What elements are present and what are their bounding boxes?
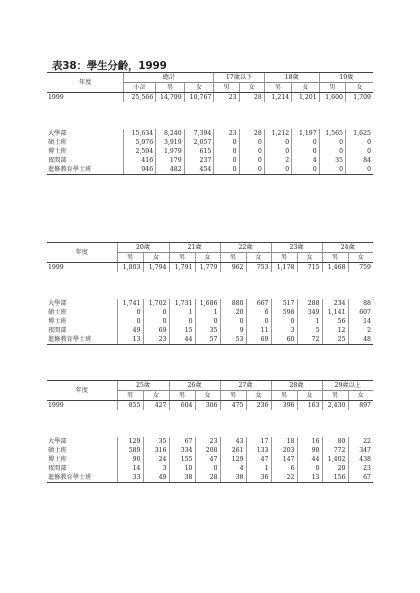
table-cell: 1,794 xyxy=(143,263,169,273)
table-cell: 416 xyxy=(124,156,156,165)
row-label: 1999 xyxy=(48,264,64,271)
table-cell: 3 xyxy=(143,464,169,473)
row-label: 大學部 xyxy=(48,130,67,137)
table-row xyxy=(47,455,373,464)
sub-header: 小計 xyxy=(124,83,156,93)
table-cell: 0 xyxy=(246,317,271,326)
table-cell: 0 xyxy=(319,138,345,147)
table-cell: 236 xyxy=(246,401,271,411)
table-cell: 753 xyxy=(246,263,271,273)
table-cell: 0 xyxy=(117,308,143,317)
table-cell: 0 xyxy=(239,165,264,175)
table-cell: 1,625 xyxy=(346,129,374,138)
sub-header: 女 xyxy=(348,253,373,263)
table-cell: 0 xyxy=(143,308,169,317)
table-row xyxy=(47,446,373,455)
table-cell: 234 xyxy=(322,299,348,308)
table-cell: 261 xyxy=(220,446,246,455)
table-cell: 23 xyxy=(195,437,220,446)
table-body xyxy=(47,93,373,175)
sub-header: 女 xyxy=(297,391,322,401)
table-body xyxy=(47,263,373,345)
row-label: 碩士班 xyxy=(48,309,67,316)
table-cell: 0 xyxy=(264,138,291,147)
sub-header: 男 xyxy=(319,83,345,93)
table-cell: 1,731 xyxy=(169,299,195,308)
table-cell: 1,214 xyxy=(264,93,291,103)
sub-header: 女 xyxy=(143,391,169,401)
table-cell: 0 xyxy=(297,464,322,473)
sub-header: 男 xyxy=(214,83,239,93)
row-label: 進修教育學士班 xyxy=(47,165,124,175)
age-table-25-plus xyxy=(47,380,373,483)
row-label: 博士班 xyxy=(48,456,67,463)
table-cell: 15 xyxy=(169,326,195,335)
table-cell: 2 xyxy=(264,156,291,165)
table-cell: 8,240 xyxy=(156,129,185,138)
table-cell: 897 xyxy=(348,401,373,411)
table-cell: 155 xyxy=(169,455,195,464)
table-row xyxy=(47,156,373,165)
table-cell: 1,178 xyxy=(271,263,297,273)
table-cell: 0 xyxy=(271,317,297,326)
table-cell: 4 xyxy=(220,464,246,473)
row-label: 碩士班 xyxy=(48,447,67,454)
row-label: 博士班 xyxy=(48,318,67,325)
table-cell: 1,779 xyxy=(195,263,220,273)
sub-header: 女 xyxy=(195,391,220,401)
table-cell: 49 xyxy=(143,473,169,483)
sub-header: 女 xyxy=(195,253,220,263)
sub-header: 男 xyxy=(322,391,348,401)
sub-header: 男 xyxy=(220,391,246,401)
row-gap xyxy=(47,272,373,299)
table-cell: 3 xyxy=(271,326,297,335)
row-label: 夜間部 xyxy=(48,327,67,334)
table-cell: 855 xyxy=(117,401,143,411)
table-cell: 14 xyxy=(117,464,143,473)
table-row xyxy=(47,147,373,156)
table-cell: 0 xyxy=(292,165,319,175)
sub-header: 女 xyxy=(184,83,214,93)
row-label: 博士班 xyxy=(48,148,67,155)
table-cell: 237 xyxy=(184,156,214,165)
table-cell: 80 xyxy=(322,437,348,446)
table-cell: 133 xyxy=(246,446,271,455)
table-cell: 598 xyxy=(271,308,297,317)
table-cell: 306 xyxy=(195,401,220,411)
table-cell: 129 xyxy=(220,455,246,464)
table-cell: 0 xyxy=(195,317,220,326)
table-cell: 156 xyxy=(322,473,348,483)
table-cell: 24 xyxy=(143,455,169,464)
table-cell: 2,430 xyxy=(322,401,348,411)
table-row xyxy=(47,437,373,446)
row-label: 進修教育學士班 xyxy=(47,335,117,345)
table-cell: 1,686 xyxy=(195,299,220,308)
table-cell: 18 xyxy=(271,437,297,446)
group-header: 28歲 xyxy=(271,381,322,391)
table-cell: 1,468 xyxy=(322,263,348,273)
table-cell: 10,767 xyxy=(184,93,214,103)
group-header: 22歲 xyxy=(220,243,271,253)
table-cell: 28 xyxy=(195,473,220,483)
table-cell: 53 xyxy=(220,335,246,345)
group-header: 27歲 xyxy=(220,381,271,391)
table-cell: 0 xyxy=(117,317,143,326)
table-cell: 946 xyxy=(124,165,156,175)
table-cell: 43 xyxy=(220,437,246,446)
sub-header: 女 xyxy=(346,83,374,93)
table-cell: 288 xyxy=(297,299,322,308)
table-cell: 90 xyxy=(117,455,143,464)
table-body xyxy=(47,401,373,483)
table-cell: 60 xyxy=(271,335,297,345)
table-cell: 772 xyxy=(322,446,348,455)
table-cell: 438 xyxy=(348,455,373,464)
table-cell: 1 xyxy=(246,464,271,473)
row-label: 大學部 xyxy=(48,438,67,445)
table-cell: 36 xyxy=(246,473,271,483)
table-cell: 349 xyxy=(297,308,322,317)
table-cell: 1,402 xyxy=(322,455,348,464)
table-cell: 14 xyxy=(348,317,373,326)
table-cell: 163 xyxy=(297,401,322,411)
table-cell: 1 xyxy=(297,317,322,326)
sub-header: 女 xyxy=(246,391,271,401)
group-header: 23歲 xyxy=(271,243,322,253)
year-header: 年度 xyxy=(47,243,117,263)
table-row xyxy=(47,299,373,308)
table-row xyxy=(47,335,373,345)
table-row xyxy=(47,263,373,273)
sub-header: 男 xyxy=(156,83,185,93)
row-gap xyxy=(47,102,373,129)
table-cell: 1,197 xyxy=(292,129,319,138)
sub-header: 女 xyxy=(239,83,264,93)
group-header: 25歲 xyxy=(117,381,169,391)
table-row xyxy=(47,138,373,147)
table-cell: 427 xyxy=(143,401,169,411)
table-cell: 129 xyxy=(117,437,143,446)
table-cell: 0 xyxy=(169,317,195,326)
table-cell: 1,212 xyxy=(264,129,291,138)
group-header: 19歲 xyxy=(319,73,373,83)
table-cell: 1,702 xyxy=(143,299,169,308)
table-cell: 1,979 xyxy=(156,147,185,156)
sub-header: 男 xyxy=(322,253,348,263)
table-cell: 5,976 xyxy=(124,138,156,147)
page-title: 表38：學生分齡，1999 xyxy=(52,60,167,72)
table-row xyxy=(47,401,373,411)
table-cell: 715 xyxy=(297,263,322,273)
table-cell: 23 xyxy=(214,129,239,138)
table-cell: 759 xyxy=(348,263,373,273)
table-cell: 23 xyxy=(348,464,373,473)
row-label: 1999 xyxy=(48,94,64,101)
sub-header: 女 xyxy=(143,253,169,263)
table-cell: 35 xyxy=(143,437,169,446)
sub-header: 女 xyxy=(292,83,319,93)
table-cell: 1 xyxy=(169,308,195,317)
table-cell: 9 xyxy=(220,326,246,335)
table-cell: 880 xyxy=(220,299,246,308)
table-cell: 3,919 xyxy=(156,138,185,147)
table-cell: 84 xyxy=(346,156,374,165)
group-header: 17歲以下 xyxy=(214,73,264,83)
table-cell: 22 xyxy=(271,473,297,483)
table-cell: 48 xyxy=(348,335,373,345)
table-cell: 0 xyxy=(264,147,291,156)
table-cell: 4 xyxy=(292,156,319,165)
row-label: 夜間部 xyxy=(48,157,67,164)
table-row xyxy=(47,308,373,317)
table-cell: 203 xyxy=(271,446,297,455)
table-cell: 454 xyxy=(184,165,214,175)
table-cell: 33 xyxy=(117,473,143,483)
table-cell: 17 xyxy=(246,437,271,446)
table-cell: 20 xyxy=(220,308,246,317)
table-cell: 69 xyxy=(246,335,271,345)
table-cell: 5 xyxy=(297,326,322,335)
table-cell: 604 xyxy=(169,401,195,411)
table-cell: 0 xyxy=(214,165,239,175)
sub-header: 男 xyxy=(271,391,297,401)
age-table-total-to-19 xyxy=(47,72,373,175)
table-cell: 57 xyxy=(195,335,220,345)
table-cell: 12 xyxy=(322,326,348,335)
table-row xyxy=(47,165,373,175)
table-row xyxy=(47,464,373,473)
table-cell: 316 xyxy=(143,446,169,455)
table-cell: 1,791 xyxy=(169,263,195,273)
table-cell: 0 xyxy=(346,165,374,175)
table-cell: 56 xyxy=(322,317,348,326)
sub-header: 男 xyxy=(117,391,143,401)
table-cell: 1 xyxy=(195,308,220,317)
table-cell: 90 xyxy=(297,446,322,455)
table-cell: 962 xyxy=(220,263,246,273)
table-cell: 23 xyxy=(143,335,169,345)
table-row xyxy=(47,317,373,326)
table-cell: 72 xyxy=(297,335,322,345)
sub-header: 男 xyxy=(169,253,195,263)
group-header: 21歲 xyxy=(169,243,220,253)
table-cell: 1,141 xyxy=(322,308,348,317)
table-cell: 0 xyxy=(292,138,319,147)
table-cell: 1,741 xyxy=(117,299,143,308)
table-cell: 47 xyxy=(246,455,271,464)
group-header: 20歲 xyxy=(117,243,169,253)
table-cell: 667 xyxy=(246,299,271,308)
table-cell: 44 xyxy=(169,335,195,345)
table-cell: 0 xyxy=(319,147,345,156)
table-cell: 0 xyxy=(220,317,246,326)
table-cell: 1,600 xyxy=(319,93,345,103)
table-cell: 7,394 xyxy=(184,129,214,138)
group-header: 總計 xyxy=(124,73,214,83)
table-cell: 22 xyxy=(348,437,373,446)
table-cell: 23 xyxy=(214,93,239,103)
table-cell: 11 xyxy=(246,326,271,335)
table-cell: 13 xyxy=(117,335,143,345)
table-cell: 0 xyxy=(264,165,291,175)
sub-header: 男 xyxy=(264,83,291,93)
table-cell: 69 xyxy=(143,326,169,335)
table-cell: 6 xyxy=(246,308,271,317)
sub-header: 男 xyxy=(169,391,195,401)
table-cell: 2,057 xyxy=(184,138,214,147)
table-cell: 1,201 xyxy=(292,93,319,103)
table-cell: 0 xyxy=(292,147,319,156)
year-header: 年度 xyxy=(47,73,124,93)
table-cell: 517 xyxy=(271,299,297,308)
table-row xyxy=(47,473,373,483)
table-cell: 147 xyxy=(271,455,297,464)
table-cell: 38 xyxy=(169,473,195,483)
row-label: 大學部 xyxy=(48,300,67,307)
table-cell: 67 xyxy=(348,473,373,483)
table-cell: 25 xyxy=(322,335,348,345)
sub-header: 女 xyxy=(297,253,322,263)
sub-header: 女 xyxy=(246,253,271,263)
table-cell: 0 xyxy=(239,156,264,165)
table-row xyxy=(47,129,373,138)
sub-header: 男 xyxy=(271,253,297,263)
table-cell: 2 xyxy=(348,326,373,335)
table-cell: 28 xyxy=(239,129,264,138)
table-cell: 28 xyxy=(239,93,264,103)
table-cell: 0 xyxy=(239,147,264,156)
table-cell: 2,594 xyxy=(124,147,156,156)
table-cell: 38 xyxy=(220,473,246,483)
table-row xyxy=(47,93,373,103)
table-cell: 35 xyxy=(195,326,220,335)
row-label: 夜間部 xyxy=(48,465,67,472)
table-cell: 482 xyxy=(156,165,185,175)
table-cell: 0 xyxy=(214,138,239,147)
table-cell: 35 xyxy=(319,156,345,165)
table-cell: 13 xyxy=(297,473,322,483)
row-label: 進修教育學士班 xyxy=(47,473,117,483)
table-cell: 0 xyxy=(195,464,220,473)
table-cell: 0 xyxy=(346,138,374,147)
year-header: 年度 xyxy=(47,381,117,401)
table-cell: 44 xyxy=(297,455,322,464)
table-cell: 20 xyxy=(322,464,348,473)
table-cell: 16 xyxy=(297,437,322,446)
table-cell: 0 xyxy=(214,147,239,156)
group-header: 29歲以上 xyxy=(322,381,373,391)
table-cell: 15,634 xyxy=(124,129,156,138)
group-header: 18歲 xyxy=(264,73,319,83)
table-cell: 1,565 xyxy=(319,129,345,138)
table-cell: 6 xyxy=(271,464,297,473)
table-cell: 0 xyxy=(319,165,345,175)
sub-header: 男 xyxy=(117,253,143,263)
table-cell: 25,566 xyxy=(124,93,156,103)
sub-header: 女 xyxy=(348,391,373,401)
table-cell: 88 xyxy=(348,299,373,308)
table-cell: 179 xyxy=(156,156,185,165)
table-cell: 0 xyxy=(214,156,239,165)
table-cell: 347 xyxy=(348,446,373,455)
row-label: 碩士班 xyxy=(48,139,67,146)
table-cell: 14,799 xyxy=(156,93,185,103)
table-cell: 615 xyxy=(184,147,214,156)
table-cell: 10 xyxy=(169,464,195,473)
group-header: 26歲 xyxy=(169,381,220,391)
table-cell: 208 xyxy=(195,446,220,455)
table-cell: 0 xyxy=(143,317,169,326)
age-table-20-to-24 xyxy=(47,242,373,345)
group-header: 24歲 xyxy=(322,243,373,253)
table-cell: 49 xyxy=(117,326,143,335)
table-cell: 47 xyxy=(195,455,220,464)
table-row xyxy=(47,326,373,335)
table-cell: 589 xyxy=(117,446,143,455)
table-cell: 0 xyxy=(239,138,264,147)
table-cell: 1,709 xyxy=(346,93,374,103)
table-cell: 334 xyxy=(169,446,195,455)
table-cell: 1,803 xyxy=(117,263,143,273)
table-cell: 607 xyxy=(348,308,373,317)
row-gap xyxy=(47,410,373,437)
table-cell: 396 xyxy=(271,401,297,411)
table-cell: 475 xyxy=(220,401,246,411)
table-cell: 0 xyxy=(346,147,374,156)
table-cell: 67 xyxy=(169,437,195,446)
sub-header: 男 xyxy=(220,253,246,263)
row-label: 1999 xyxy=(48,402,64,409)
